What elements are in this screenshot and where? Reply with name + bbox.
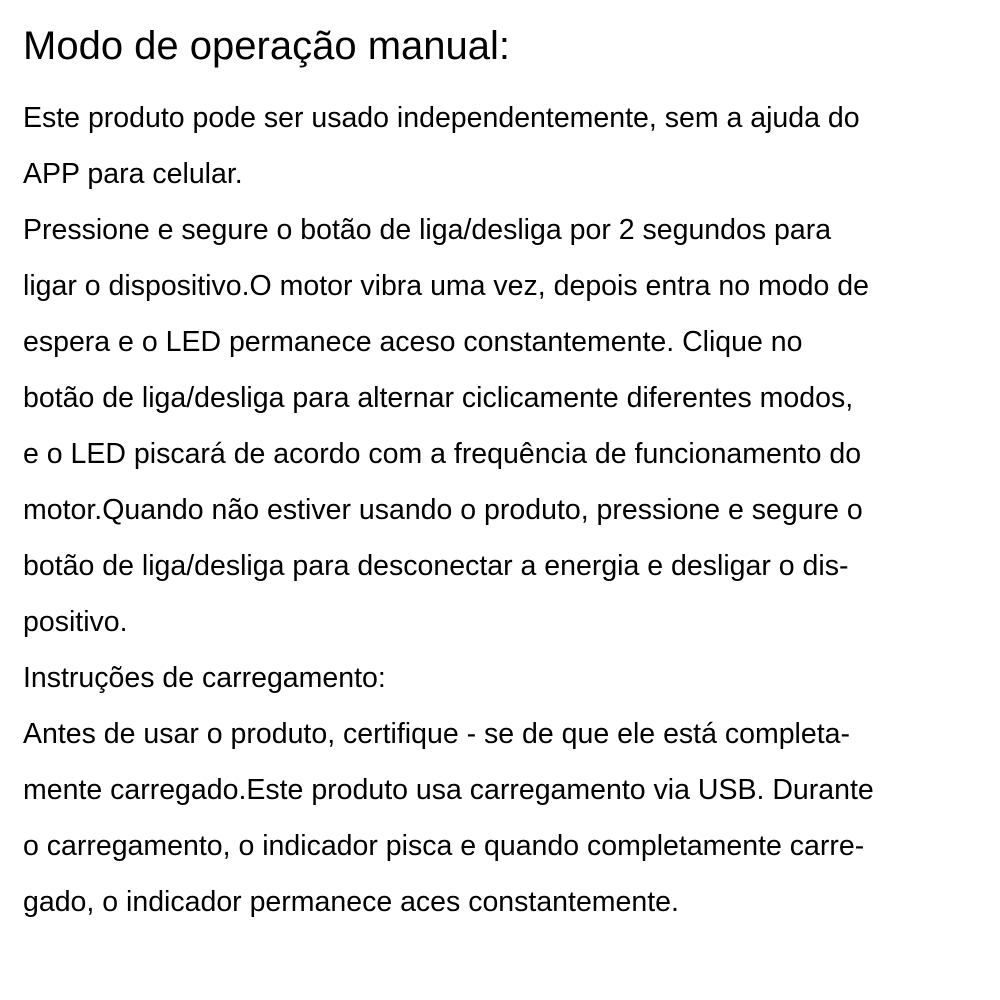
text-line: Pressione e segure o botão de liga/desliga por 2 segundos para xyxy=(23,214,832,246)
text-line: motor.Quando não estiver usando o produto, pressione e segure o xyxy=(23,494,863,526)
text-line: o carregamento, o indicador pisca e quando completamente carre- xyxy=(23,830,865,862)
text-line: mente carregado.Este produto usa carregamento via USB. Durante xyxy=(23,774,874,806)
page-title: Modo de operação manual: xyxy=(23,24,510,68)
text-line: positivo. xyxy=(23,606,128,638)
text-line: Este produto pode ser usado independentemente, sem a ajuda do xyxy=(23,102,860,134)
text-line: botão de liga/desliga para alternar ciclicamente diferentes modos, xyxy=(23,382,854,414)
section-heading: Instruções de carregamento: xyxy=(23,662,386,694)
text-line: espera e o LED permanece aceso constantemente. Clique no xyxy=(23,326,803,358)
text-line: botão de liga/desliga para desconectar a energia e desligar o dis- xyxy=(23,550,849,582)
text-line: e o LED piscará de acordo com a frequência de funcionamento do xyxy=(23,438,862,470)
text-line: Antes de usar o produto, certifique - se de que ele está completa- xyxy=(23,718,850,750)
text-line: APP para celular. xyxy=(23,158,243,190)
text-line: gado, o indicador permanece aces constantemente. xyxy=(23,886,679,918)
text-line: ligar o dispositivo.O motor vibra uma vez, depois entra no modo de xyxy=(23,270,869,302)
